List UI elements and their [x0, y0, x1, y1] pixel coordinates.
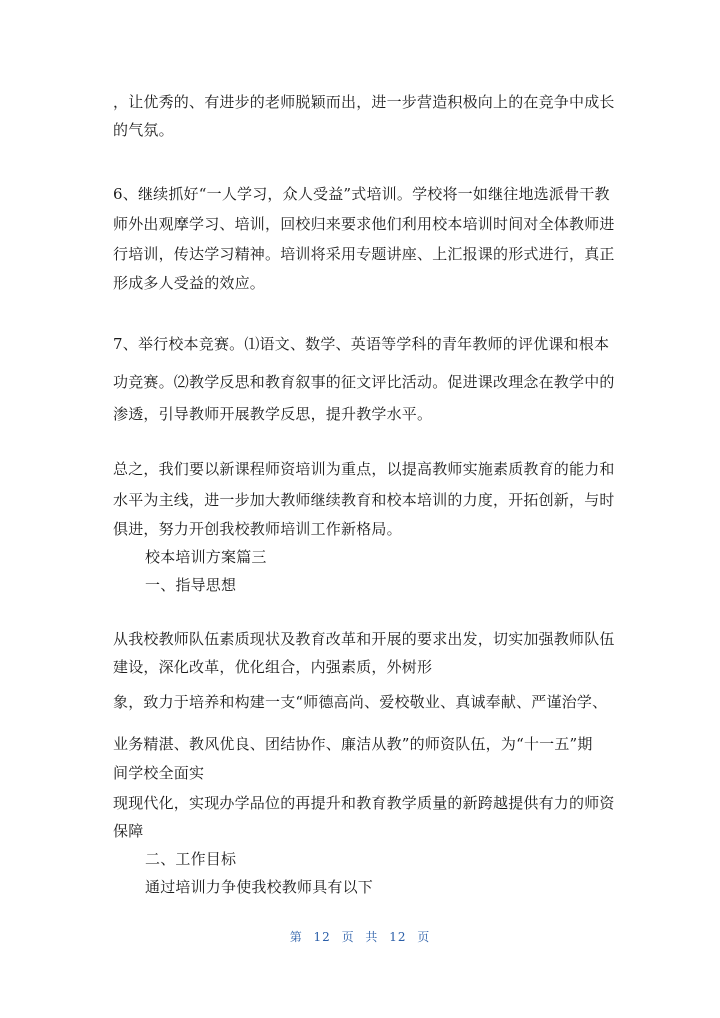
paragraph-line: 功竞赛。⑵教学反思和教育叙事的征文评比活动。促进课改理念在教学中的 [113, 373, 615, 391]
section-heading: 校本培训方案篇三 [145, 548, 267, 566]
paragraph-line: 总之，我们要以新课程师资培训为重点，以提高教师实施素质教育的能力和 [113, 460, 615, 478]
paragraph-line: 通过培训力争使我校教师具有以下 [145, 878, 374, 896]
paragraph-line: 业务精湛、教风优良、团结协作、廉洁从教”的师资队伍，为“十一五”期 [113, 735, 593, 753]
page-number-footer: 第 12 页 共 12 页 [289, 930, 431, 944]
paragraph-line: 象，致力于培养和构建一支“师德高尚、爱校敬业、真诚奉献、严谨治学、 [113, 693, 608, 711]
paragraph-line: 7、举行校本竞赛。⑴语文、数学、英语等学科的青年教师的评优课和根本 [113, 335, 610, 353]
paragraph-line: 行培训，传达学习精神。培训将采用专题讲座、上汇报课的形式进行，真正 [113, 245, 615, 263]
paragraph-line: 形成多人受益的效应。 [113, 274, 266, 292]
paragraph-line: 建设，深化改革，优化组合，内强素质，外树形 [113, 658, 433, 676]
section-heading: 一、指导思想 [145, 576, 237, 594]
paragraph-line: 现现代化，实现办学品位的再提升和教育教学质量的新跨越提供有力的师资 [113, 794, 615, 812]
paragraph-line: 水平为主线，进一步加大教师继续教育和校本培训的力度，开拓创新，与时 [113, 491, 615, 509]
paragraph-line: 从我校教师队伍素质现状及教育改革和开展的要求出发，切实加强教师队伍 [113, 630, 615, 648]
paragraph-line: 师外出观摩学习、培训，回校归来要求他们利用校本培训时间对全体教师进 [113, 215, 615, 233]
paragraph-line: 俱进，努力开创我校教师培训工作新格局。 [113, 520, 402, 538]
paragraph-line: 6、继续抓好“一人学习，众人受益”式培训。学校将一如继往地选派骨干教 [113, 185, 610, 203]
section-heading: 二、工作目标 [145, 850, 237, 868]
paragraph-line: 渗透，引导教师开展教学反思，提升教学水平。 [113, 405, 433, 423]
paragraph-line: ，让优秀的、有进步的老师脱颖而出，进一步营造积极向上的在竞争中成长 [113, 93, 615, 111]
paragraph-line: 的气氛。 [113, 121, 174, 139]
paragraph-line: 间学校全面实 [113, 764, 205, 782]
paragraph-line: 保障 [113, 822, 144, 840]
